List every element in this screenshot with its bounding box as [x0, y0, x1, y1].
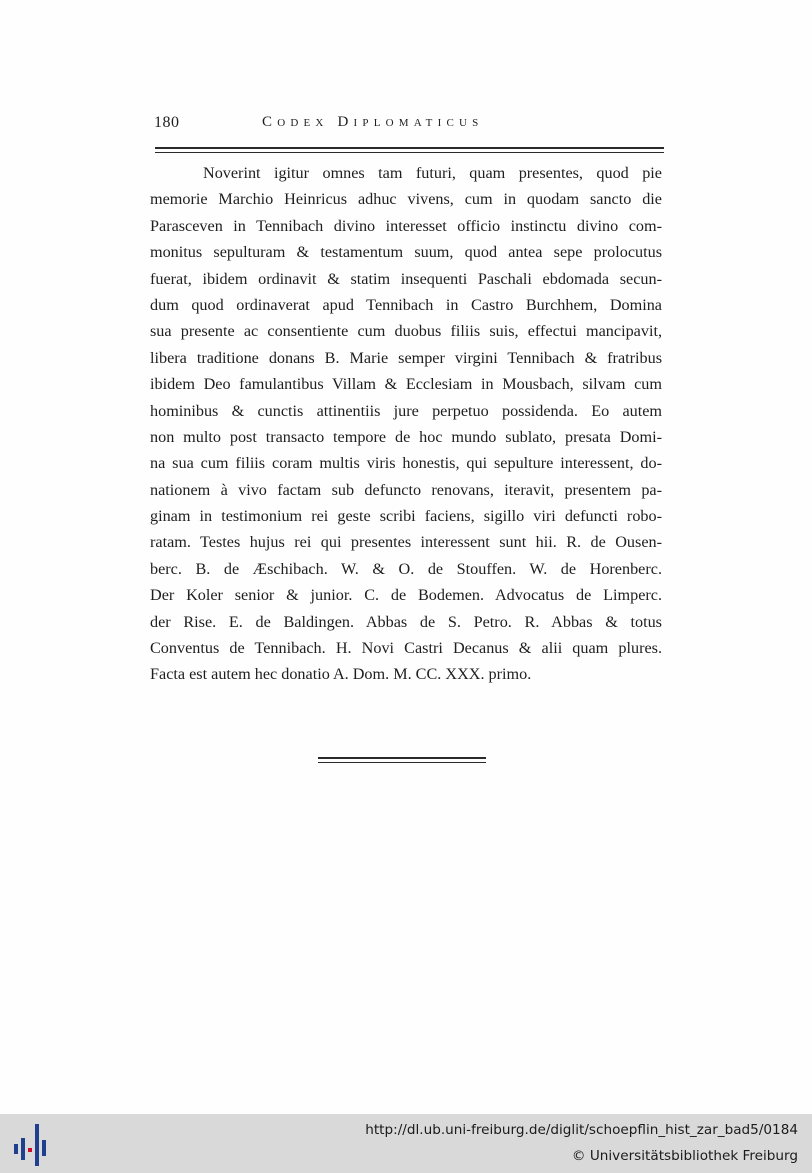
page-header	[150, 114, 664, 136]
text-line: monitus sepulturam & testamentum suum, quod antea sepe prolocutus	[150, 243, 662, 262]
text-line: der Rise. E. de Baldingen. Abbas de S. Petro. R. Abbas & totus	[150, 612, 662, 631]
text-line: ginam in testimonium rei geste scribi faciens, sigillo viri defuncti robo-	[150, 507, 662, 526]
text-line: Noverint igitur omnes tam futuri, quam presentes, quod pie	[203, 164, 662, 182]
text-line: libera traditione donans B. Marie semper virgini Tennibach & fratribus	[150, 348, 662, 367]
text-line: nationem à vivo factam sub defuncto renovans, iteravit, presentem pa-	[150, 480, 662, 499]
text-line: Parasceven in Tennibach divino interesset officio instinctu divino com-	[150, 216, 662, 235]
text-line: Facta est autem hec donatio A. Dom. M. CC. XXX. primo.	[150, 665, 532, 684]
text-line: dum quod ordinaverat apud Tennibach in Castro Burchhem, Domina	[150, 295, 662, 314]
end-ornament-rule	[318, 757, 486, 765]
text-line: Der Koler senior & junior. C. de Bodemen. Advocatus de Limperc.	[150, 586, 662, 605]
text-line: na sua cum filiis coram multis viris honestis, qui sepulture interessent, do-	[150, 454, 662, 473]
text-line: Conventus de Tennibach. H. Novi Castri Decanus & alii quam plures.	[150, 639, 662, 658]
ub-freiburg-logo-icon	[14, 1124, 50, 1166]
viewer-footer	[0, 1114, 812, 1173]
text-line: memorie Marchio Heinricus adhuc vivens, cum in quodam sancto die	[150, 190, 662, 209]
copyright-notice: © Universitätsbibliothek Freiburg	[571, 1148, 798, 1164]
text-line: sua presente ac consentiente cum duobus filiis suis, effectui mancipavit,	[150, 322, 662, 341]
text-line: non multo post transacto tempore de hoc mundo sublato, presata Domi-	[150, 427, 662, 446]
page-number: 180	[154, 114, 180, 131]
running-title: Codex Diplomaticus	[262, 114, 484, 130]
text-line: berc. B. de Æschibach. W. & O. de Stouffen. W. de Horenberc.	[150, 559, 662, 578]
document-permalink[interactable]: http://dl.ub.uni-freiburg.de/diglit/schoepflin_hist_zar_bad5/0184	[365, 1122, 798, 1138]
header-rule	[155, 147, 664, 155]
text-line: fuerat, ibidem ordinavit & statim insequenti Paschali ebdomada secun-	[150, 269, 662, 288]
text-line: hominibus & cunctis attinentiis jure perpetuo possidenda. Eo autem	[150, 401, 662, 420]
text-line: ibidem Deo famulantibus Villam & Ecclesiam in Mousbach, silvam cum	[150, 375, 662, 394]
document-text	[150, 160, 662, 688]
text-line: ratam. Testes hujus rei qui presentes interessent sunt hii. R. de Ousen-	[150, 533, 662, 552]
